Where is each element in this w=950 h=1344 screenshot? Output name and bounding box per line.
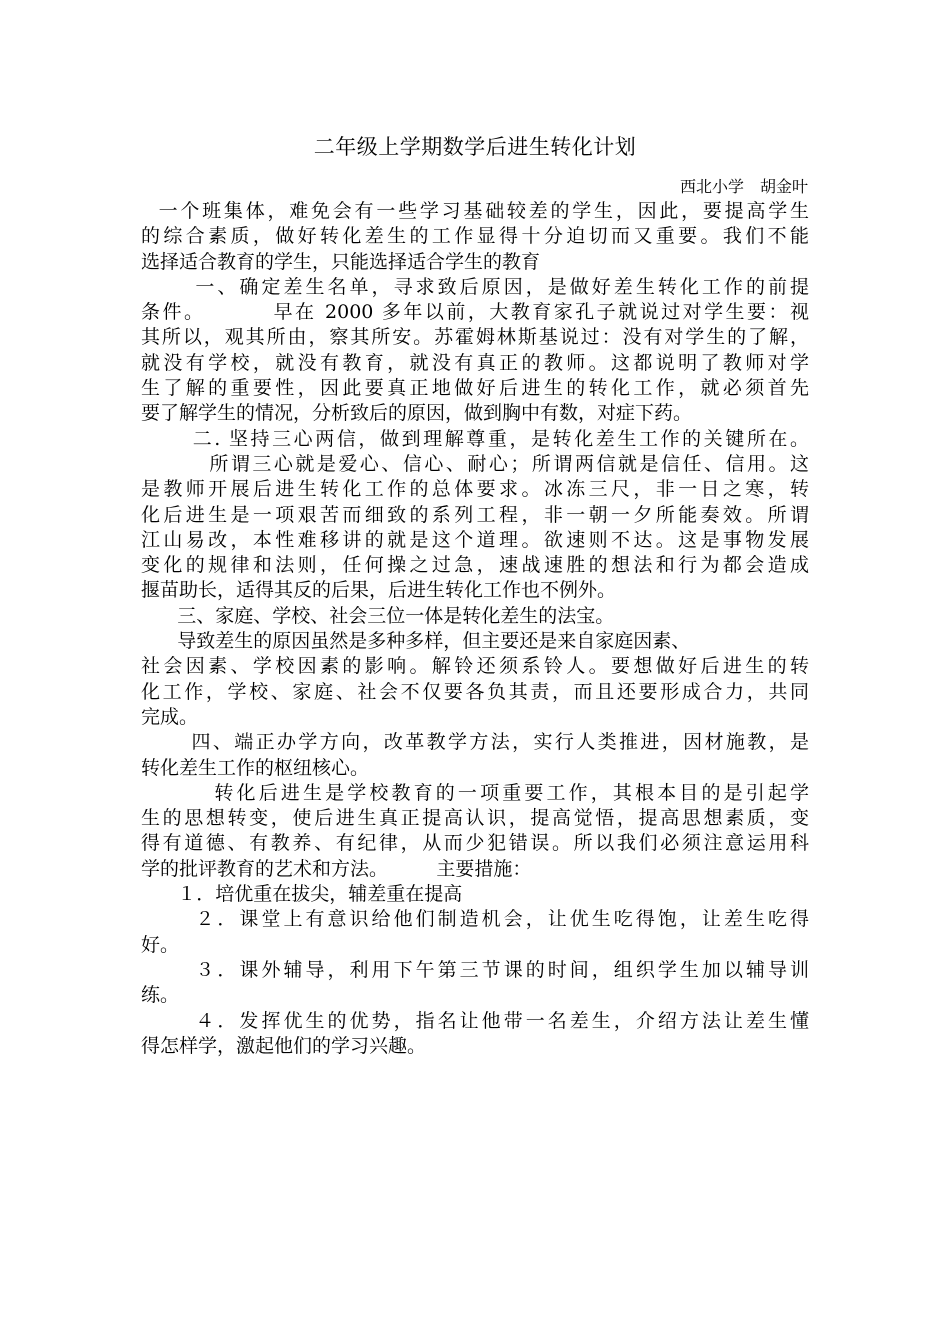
- body-text-line: 其所以，观其所由，察其所安。苏霍姆林斯基说过：没有对学生的了解，: [141, 326, 809, 349]
- document-title: 二年级上学期数学后进生转化计划: [313, 135, 637, 159]
- body-text-line: 得有道德、有教养、有纪律，从而少犯错误。所以我们必须注意运用科: [141, 832, 809, 855]
- document-body: [141, 199, 809, 1059]
- body-text-line: 生了解的重要性，因此要真正地做好后进生的转化工作，就必须首先: [141, 377, 809, 400]
- body-text-line: 江山易改，本性难移讲的就是这个道理。欲速则不达。这是事物发展: [141, 528, 809, 551]
- body-text-line: 化工作，学校、家庭、社会不仅要各负其责，而且还要形成合力，共同: [141, 680, 809, 703]
- body-text-line: 好。: [141, 933, 180, 956]
- body-text-line: 三、家庭、学校、社会三位一体是转化差生的法宝。: [141, 604, 615, 627]
- body-text-line: 揠苗助长，适得其反的后果，后进生转化工作也不例外。: [141, 579, 617, 602]
- body-text-line: 条件。 早在 2000 多年以前，大教育家孔子就说过对学生要：视: [141, 301, 809, 324]
- body-text-line: 导致差生的原因虽然是多种多样，但主要还是来自家庭因素、: [141, 630, 691, 653]
- body-text-line: 得怎样学，激起他们的学习兴趣。: [141, 1034, 427, 1057]
- body-text-line: 完成。: [141, 705, 199, 728]
- body-text-line: ３．课外辅导，利用下午第三节课的时间，组织学生加以辅导训: [141, 958, 809, 981]
- body-text-line: 练。: [141, 984, 180, 1007]
- body-text-line: 就没有学校，就没有教育，就没有真正的教师。这都说明了教师对学: [141, 351, 809, 374]
- body-text-line: 学的批评教育的艺术和方法。 主要措施：: [141, 857, 532, 880]
- body-text-line: 变化的规律和法则，任何操之过急，速战速胜的想法和行为都会造成: [141, 554, 809, 577]
- body-text-line: 转化后进生是学校教育的一项重要工作，其根本目的是引起学: [141, 781, 809, 804]
- body-text-line: 社会因素、学校因素的影响。解铃还须系铃人。要想做好后进生的转: [141, 655, 809, 678]
- body-text-line: 一个班集体，难免会有一些学习基础较差的学生，因此，要提高学生: [141, 200, 809, 222]
- body-text-line: 转化差生工作的枢纽核心。: [141, 756, 370, 779]
- body-text-line: 的综合素质，做好转化差生的工作显得十分迫切而又重要。我们不能: [141, 225, 809, 248]
- body-text-line: ２．课堂上有意识给他们制造机会，让优生吃得饱，让差生吃得: [141, 908, 809, 931]
- body-text-line: 生的思想转变，使后进生真正提高认识，提高觉悟，提高思想素质，变: [141, 807, 809, 830]
- body-text-line: 要了解学生的情况，分析致后的原因，做到胸中有数，对症下药。: [141, 402, 693, 425]
- document-author: 西北小学 胡金叶: [679, 177, 808, 196]
- body-text-line: 选择适合教育的学生，只能选择适合学生的教育: [141, 250, 541, 273]
- body-text-line: ４．发挥优生的优势，指名让他带一名差生，介绍方法让差生懂: [141, 1009, 809, 1032]
- body-text-line: １．培优重在拔尖，辅差重在提高: [141, 883, 463, 906]
- body-text-line: 四、端正办学方向，改革教学方法，实行人类推进，因材施教，是: [141, 731, 809, 754]
- body-text-line: 是教师开展后进生转化工作的总体要求。冰冻三尺，非一日之寒，转: [141, 478, 809, 501]
- body-text-line: 二. 坚持三心两信，做到理解尊重，是转化差生工作的关键所在。: [141, 427, 809, 450]
- body-text-line: 一、确定差生名单，寻求致后原因，是做好差生转化工作的前提: [141, 275, 809, 298]
- body-text-line: 所谓三心就是爱心、信心、耐心；所谓两信就是信任、信用。这: [141, 452, 809, 475]
- body-text-line: 化后进生是一项艰苦而细致的系列工程，非一朝一夕所能奏效。所谓: [141, 503, 809, 526]
